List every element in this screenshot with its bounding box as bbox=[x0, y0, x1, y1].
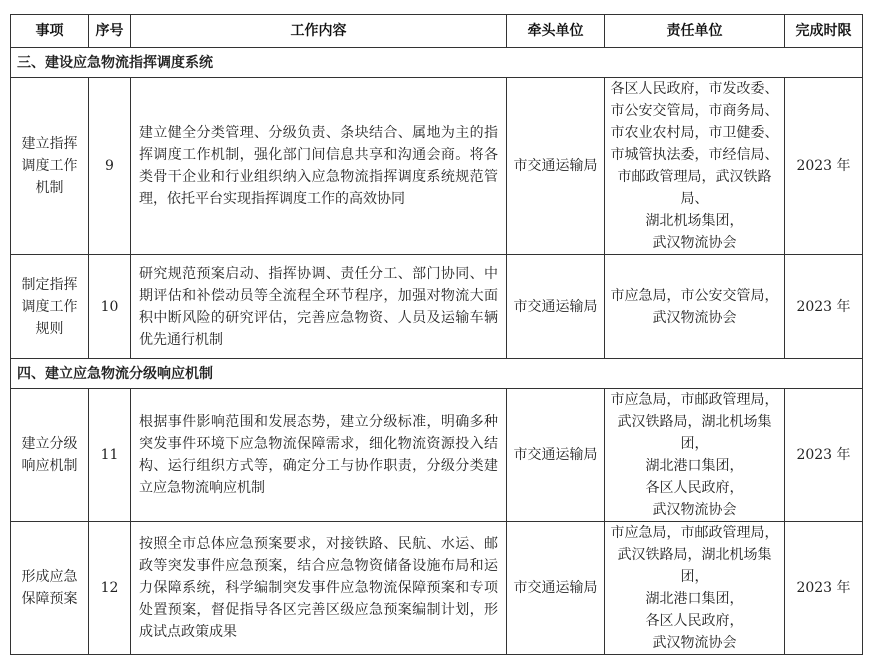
responsible-unit-line: 武汉铁路局，湖北机场集团， bbox=[617, 414, 772, 452]
responsible-unit-line: 湖北机场集团， bbox=[645, 213, 744, 229]
lead-unit-cell: 市交通运输局 bbox=[507, 78, 605, 255]
responsible-unit-line: 武汉物流协会 bbox=[652, 235, 737, 251]
responsible-unit-line: 市农业农村局，市卫健委、 bbox=[610, 125, 779, 141]
responsible-unit-line: 武汉物流协会 bbox=[652, 309, 737, 326]
header-resp: 责任单位 bbox=[605, 15, 785, 48]
item-cell: 建立分级响应机制 bbox=[11, 389, 89, 522]
responsible-unit-line: 湖北港口集团， bbox=[645, 591, 744, 607]
table-row bbox=[11, 255, 863, 359]
responsible-unit-line: 武汉铁路局，湖北机场集团， bbox=[617, 547, 772, 585]
deadline-cell: 2023 年 bbox=[785, 522, 863, 655]
responsible-units-cell bbox=[605, 522, 785, 655]
section-row bbox=[11, 48, 863, 78]
header-content: 工作内容 bbox=[131, 15, 507, 48]
responsible-unit-line: 湖北港口集团， bbox=[645, 458, 744, 474]
header-item: 事项 bbox=[11, 15, 89, 48]
responsible-unit-line: 市应急局，市公安交管局， bbox=[610, 287, 779, 304]
item-cell: 形成应急保障预案 bbox=[11, 522, 89, 655]
section-title: 四、建立应急物流分级响应机制 bbox=[11, 359, 863, 389]
content-cell: 根据事件影响范围和发展态势，建立分级标准，明确多种突发事件环境下应急物流保障需求，细化物流资源投入结构、运行组织方式等，确定分工与协作职责，分级分类建立应急物流响应机制 bbox=[131, 389, 507, 522]
section-row bbox=[11, 359, 863, 389]
responsible-unit-line: 各区人民政府， bbox=[645, 613, 744, 629]
responsible-units-cell bbox=[605, 78, 785, 255]
section-title: 三、建设应急物流指挥调度系统 bbox=[11, 48, 863, 78]
lead-unit-cell: 市交通运输局 bbox=[507, 255, 605, 359]
table-row bbox=[11, 522, 863, 655]
responsible-unit-line: 市公安交管局，市商务局、 bbox=[610, 103, 779, 119]
number-cell: 11 bbox=[89, 389, 131, 522]
responsible-unit-line: 各区人民政府，市发改委、 bbox=[610, 81, 779, 97]
content-cell: 研究规范预案启动、指挥协调、责任分工、部门协同、中期评估和补偿动员等全流程全环节程序，加强对物流大面积中断风险的研究评估，完善应急物资、人员及运输车辆优先通行机制 bbox=[131, 255, 507, 359]
responsible-unit-line: 武汉物流协会 bbox=[652, 502, 737, 518]
work-plan-table bbox=[10, 14, 863, 655]
responsible-unit-line: 市应急局，市邮政管理局， bbox=[610, 525, 779, 541]
responsible-unit-line: 市应急局，市邮政管理局， bbox=[610, 392, 779, 408]
table-row bbox=[11, 389, 863, 522]
content-cell: 按照全市总体应急预案要求，对接铁路、民航、水运、邮政等突发事件应急预案，结合应急物资储备设施布局和运力保障系统，科学编制突发事件应急物流保障预案和专项处置预案，督促指导各区完善区级应急预案编制计划，形成试点政策成果 bbox=[131, 522, 507, 655]
header-no: 序号 bbox=[89, 15, 131, 48]
deadline-cell: 2023 年 bbox=[785, 255, 863, 359]
deadline-cell: 2023 年 bbox=[785, 389, 863, 522]
responsible-unit-line: 各区人民政府， bbox=[645, 480, 744, 496]
responsible-unit-line: 武汉物流协会 bbox=[652, 635, 737, 651]
item-cell: 建立指挥调度工作机制 bbox=[11, 78, 89, 255]
responsible-units-cell bbox=[605, 255, 785, 359]
number-cell: 10 bbox=[89, 255, 131, 359]
table-row bbox=[11, 78, 863, 255]
number-cell: 9 bbox=[89, 78, 131, 255]
number-cell: 12 bbox=[89, 522, 131, 655]
responsible-unit-line: 市城管执法委，市经信局、 bbox=[610, 147, 779, 163]
item-cell: 制定指挥调度工作规则 bbox=[11, 255, 89, 359]
header-lead: 牵头单位 bbox=[507, 15, 605, 48]
responsible-units-cell bbox=[605, 389, 785, 522]
header-date: 完成时限 bbox=[785, 15, 863, 48]
document-page bbox=[10, 14, 862, 655]
content-cell: 建立健全分类管理、分级负责、条块结合、属地为主的指挥调度工作机制，强化部门间信息共享和沟通会商。将各类骨干企业和行业组织纳入应急物流指挥调度系统规范管理，依托平台实现指挥调度工作的高效协同 bbox=[131, 78, 507, 255]
deadline-cell: 2023 年 bbox=[785, 78, 863, 255]
lead-unit-cell: 市交通运输局 bbox=[507, 522, 605, 655]
responsible-unit-line: 市邮政管理局，武汉铁路局、 bbox=[617, 169, 772, 207]
lead-unit-cell: 市交通运输局 bbox=[507, 389, 605, 522]
header-row bbox=[11, 15, 863, 48]
